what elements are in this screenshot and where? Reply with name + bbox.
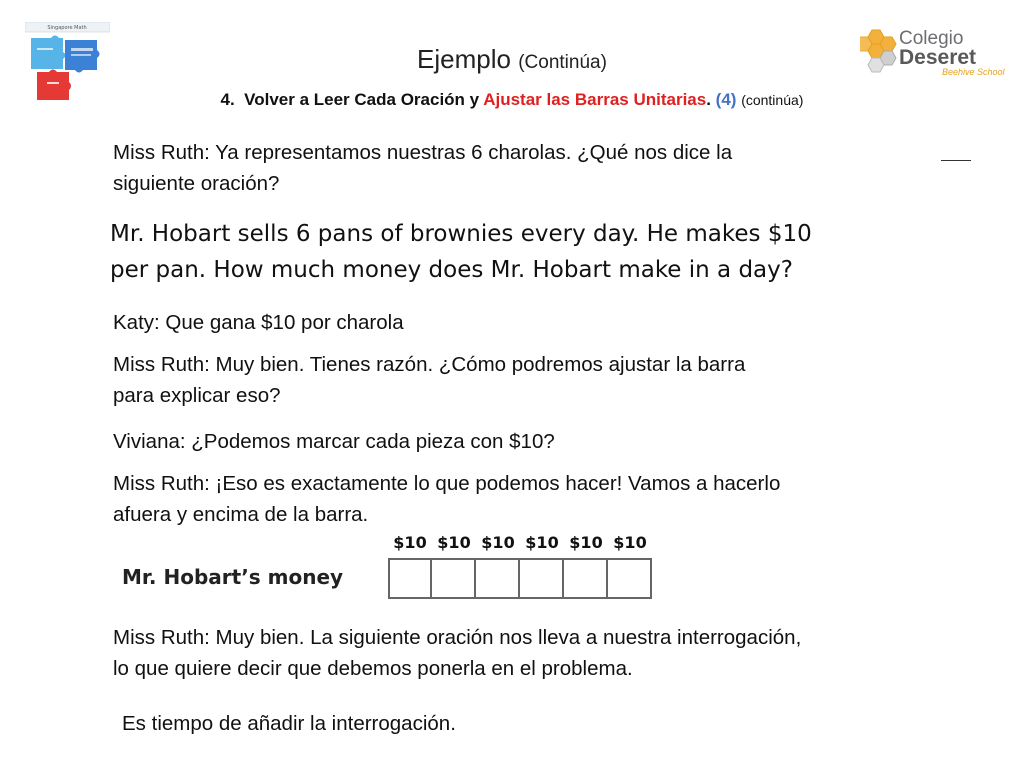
title-main: Ejemplo [417, 44, 511, 74]
subtitle-highlight: Ajustar las Barras Unitarias [483, 90, 707, 109]
school-name-line2: Deseret [899, 46, 977, 69]
dialogue-line-6b: lo que quiere decir que debemos ponerla en el problema. [113, 657, 633, 680]
tape-unit-box [520, 558, 564, 599]
tape-unit-box [608, 558, 652, 599]
page-title [0, 44, 1024, 75]
tape-unit-box [476, 558, 520, 599]
tape-diagram [388, 533, 660, 605]
dialogue-line-3 [113, 349, 745, 411]
word-problem [110, 216, 940, 288]
dialogue-line-1a: Miss Ruth: Ya representamos nuestras 6 charolas. ¿Qué nos dice la [113, 141, 733, 164]
subtitle-dot: . [706, 90, 711, 109]
corner-dash [941, 160, 971, 161]
puzzle-header-text: Singapore Math [47, 25, 87, 31]
tape-unit-label: $10 [525, 533, 559, 552]
tape-unit-box [564, 558, 608, 599]
tape-unit-label: $10 [393, 533, 427, 552]
dialogue-line-1 [113, 137, 732, 199]
dialogue-line-5b: afuera y encima de la barra. [113, 503, 369, 526]
dialogue-line-7: Es tiempo de añadir la interrogación. [122, 712, 456, 735]
dialogue-line-3b: para explicar eso? [113, 384, 281, 407]
step-subtitle [0, 90, 1024, 110]
word-problem-line-2: per pan. How much money does Mr. Hobart make in a day? [110, 257, 793, 283]
dialogue-line-5a: Miss Ruth: ¡Eso es exactamente lo que podemos hacer! Vamos a hacerlo [113, 472, 781, 495]
tape-diagram-label: Mr. Hobart’s money [122, 565, 344, 589]
tape-unit-label: $10 [569, 533, 603, 552]
dialogue-line-6 [113, 622, 801, 684]
dialogue-line-3a: Miss Ruth: Muy bien. Tienes razón. ¿Cómo podremos ajustar la barra [113, 353, 746, 376]
subtitle-continued: (continúa) [741, 92, 804, 108]
dialogue-line-1b: siguiente oración? [113, 172, 280, 195]
word-problem-line-1: Mr. Hobart sells 6 pans of brownies every day. He makes $10 [110, 221, 812, 247]
school-tagline: Beehive School [942, 67, 1005, 77]
subtitle-prefix: 4. Volver a Leer Cada Oración y [220, 90, 484, 109]
dialogue-line-2: Katy: Que gana $10 por charola [113, 311, 404, 334]
dialogue-line-4: Viviana: ¿Podemos marcar cada pieza con $10? [113, 430, 555, 453]
tape-unit-label: $10 [613, 533, 647, 552]
tape-unit-box [388, 558, 432, 599]
dialogue-line-5 [113, 468, 780, 530]
title-suffix: (Continúa) [518, 52, 607, 73]
subtitle-step-number: (4) [715, 90, 737, 109]
school-name-line1: Colegio [899, 28, 964, 49]
tape-unit-label: $10 [481, 533, 515, 552]
dialogue-line-6a: Miss Ruth: Muy bien. La siguiente oración nos lleva a nuestra interrogación, [113, 626, 802, 649]
tape-unit-label: $10 [437, 533, 471, 552]
tape-unit-box [432, 558, 476, 599]
